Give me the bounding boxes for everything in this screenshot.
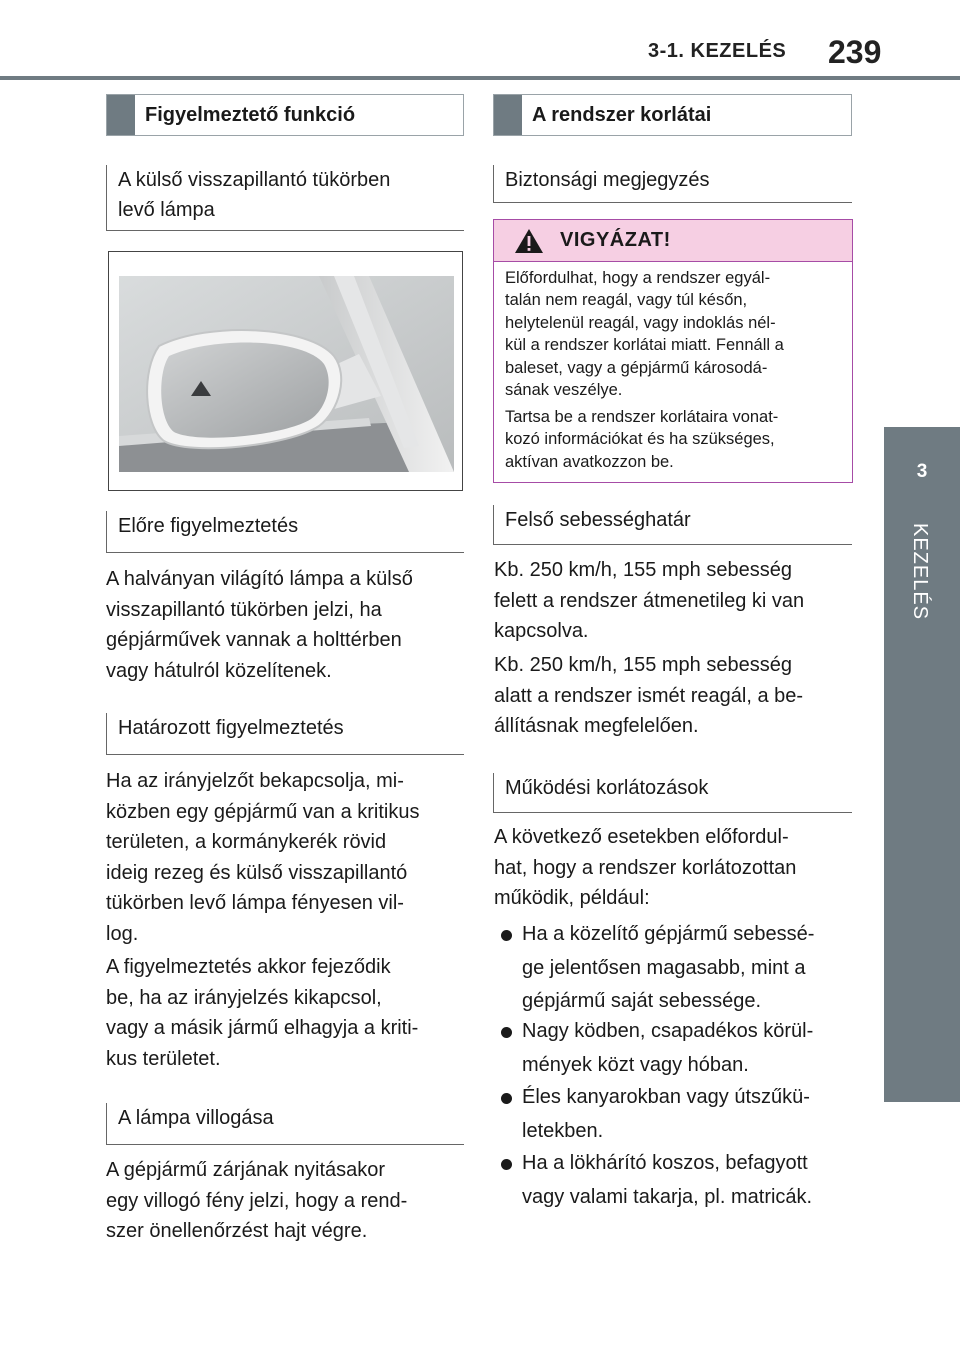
text-line: talán nem reagál, vagy túl későn, <box>505 291 748 310</box>
paragraph-operating-limits <box>494 822 854 914</box>
text-line: sának veszélye. <box>505 381 623 400</box>
text-line: gépjárművek vannak a holttérben <box>106 629 402 651</box>
text-line: Éles kanyarokban vagy útszűkü- <box>522 1086 810 1108</box>
subheading-operating-limits: Működési korlátozások <box>493 773 852 813</box>
text-line: Tartsa be a rendszer korlátaira vonat- <box>505 408 779 426</box>
chapter-label: KEZELÉS <box>909 523 931 621</box>
bullet-dot <box>501 930 512 941</box>
text-line: kapcsolva. <box>494 620 589 642</box>
caution-title: VIGYÁZAT! <box>560 229 671 251</box>
text-line: szer önellenőrzést hajt végre. <box>106 1220 368 1242</box>
paragraph-warning-end <box>106 952 466 1074</box>
section-heading-system-limits <box>493 94 852 136</box>
text-line: ideig rezeg és külső visszapillantó <box>106 861 408 884</box>
paragraph-acute-warning <box>106 766 466 949</box>
text-line: mények közt vagy hóban. <box>522 1053 749 1076</box>
text-line: A halványan világító lámpa a külső <box>106 568 413 590</box>
text-line: alatt a rendszer ismét reagál, a be- <box>494 684 804 707</box>
bullet-dot <box>501 1159 512 1170</box>
subheading-pre-warning: Előre figyelmeztetés <box>106 511 464 553</box>
paragraph-speed-below <box>494 650 854 742</box>
text-line: baleset, vagy a gépjármű károsodá- <box>505 358 768 377</box>
text-line: Kb. 250 km/h, 155 mph sebesség <box>494 654 792 676</box>
section-heading-warning-function <box>106 94 464 136</box>
subheading-upper-speed-limit: Felső sebességhatár <box>493 505 852 545</box>
text-line: log. <box>106 922 139 945</box>
text-line: A következő esetekben előfordul- <box>494 826 789 848</box>
mirror-illustration <box>108 251 463 491</box>
text-line: aktívan avatkozzon be. <box>505 452 674 471</box>
text-line: Ha az irányjelzőt bekapcsolja, mi- <box>106 770 404 792</box>
text-line: területen, a kormánykerék rövid <box>106 831 387 853</box>
text-line: A gépjármű zárjának nyitásakor <box>106 1159 386 1181</box>
side-mirror-image <box>119 276 454 472</box>
page-number: 239 <box>828 34 882 70</box>
text-line: felett a rendszer átmenetileg ki van <box>494 589 805 612</box>
text-line: gépjármű saját sebessége. <box>522 990 762 1012</box>
chapter-number: 3 <box>916 461 928 482</box>
text-line: kozó információkat és ha szükséges, <box>505 430 775 449</box>
text-line: vagy valami takarja, pl. matricák. <box>522 1185 813 1208</box>
section-heading-bar <box>494 95 522 135</box>
section-heading-bar <box>107 95 135 135</box>
text-line: egy villogó fény jelzi, hogy a rend- <box>106 1189 408 1212</box>
subheading-mirror-lamp <box>106 165 464 231</box>
text-line: A figyelmeztetés akkor fejeződik <box>106 956 391 978</box>
text-line: ge jelentősen magasabb, mint a <box>522 956 806 979</box>
text-line: helytelenül reagál, vagy indoklás nél- <box>505 313 776 332</box>
text-line: tükörben levő lámpa fényesen vil- <box>106 892 404 914</box>
text-line: működik, például: <box>494 887 650 909</box>
warning-triangle-icon <box>514 228 544 254</box>
section-heading-label: A rendszer korlátai <box>532 103 712 126</box>
bullet-dot <box>501 1093 512 1104</box>
list-item <box>494 1015 813 1082</box>
subheading-safety-note: Biztonsági megjegyzés <box>493 165 852 203</box>
caution-box <box>493 219 853 483</box>
text-line: be, ha az irányjelzés kikapcsol, <box>106 986 382 1009</box>
text-line: vagy hátulról közelítenek. <box>106 659 332 682</box>
text-line: közben egy gépjármű van a kritikus <box>106 800 420 823</box>
subheading-line: A külső visszapillantó tükörben <box>118 169 391 191</box>
text-line: Ha a közelítő gépjármű sebessé- <box>522 923 815 945</box>
text-line: kül a rendszer korlátai miatt. Fennáll a <box>505 336 784 355</box>
text-line: Nagy ködben, csapadékos körül- <box>522 1020 814 1042</box>
paragraph-speed-above <box>494 555 854 647</box>
paragraph-pre-warning <box>106 564 466 686</box>
text-line: állításnak megfelelően. <box>494 715 699 737</box>
subheading-acute-warning: Határozott figyelmeztetés <box>106 713 464 755</box>
text-line: hat, hogy a rendszer korlátozottan <box>494 856 797 879</box>
section-heading-label: Figyelmeztető funkció <box>145 103 356 126</box>
caution-paragraph <box>505 406 850 473</box>
header-rule <box>0 76 960 80</box>
list-item <box>494 1081 810 1148</box>
text-line: kus területet. <box>106 1047 221 1070</box>
chapter-side-tab <box>884 427 960 1102</box>
text-line: vagy a másik jármű elhagyja a kriti- <box>106 1017 419 1039</box>
caution-header <box>494 220 852 262</box>
list-item <box>494 1147 812 1214</box>
subheading-lamp-flashing: A lámpa villogása <box>106 1103 464 1145</box>
caution-paragraph <box>505 267 850 401</box>
text-line: Ha a lökhárító koszos, befagyott <box>522 1152 808 1174</box>
text-line: Előfordulhat, hogy a rendszer egyál- <box>505 269 771 287</box>
paragraph-lamp-flashing <box>106 1155 466 1247</box>
subheading-line: levő lámpa <box>118 199 215 221</box>
text-line: visszapillantó tükörben jelzi, ha <box>106 598 382 621</box>
section-title: 3-1. KEZELÉS <box>648 40 787 62</box>
bullet-dot <box>501 1027 512 1038</box>
list-item <box>494 918 814 1019</box>
text-line: letekben. <box>522 1119 604 1142</box>
text-line: Kb. 250 km/h, 155 mph sebesség <box>494 559 792 581</box>
